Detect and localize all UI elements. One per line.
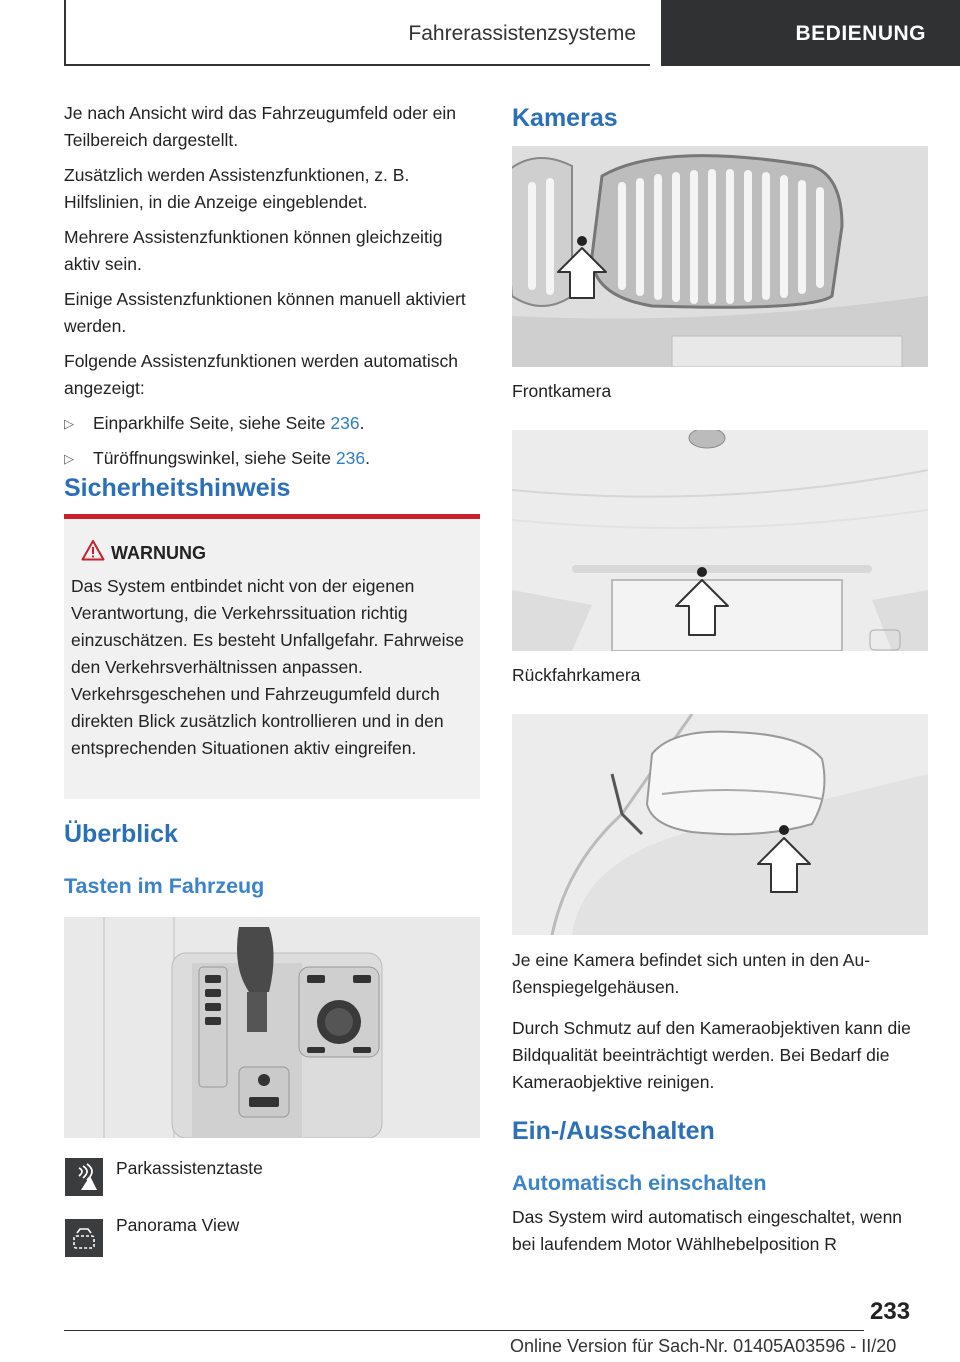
overview-heading: Überblick: [64, 820, 178, 848]
list-item: [64, 445, 480, 472]
rear-camera-image: [512, 430, 928, 651]
warning-label: WARNUNG: [111, 543, 206, 563]
list-item: [64, 410, 480, 437]
front-camera-caption: Frontkamera: [512, 381, 612, 401]
footer-rule: [64, 1330, 864, 1331]
auto-on-text: Das System wird automatisch eingeschaltet, wenn bei laufendem Motor Wählhebelposition R: [512, 1207, 903, 1254]
mirror-text: [512, 947, 928, 1104]
triangle-bullet-icon: ▷: [64, 451, 74, 466]
warning-triangle-icon: [81, 539, 105, 561]
park-assist-icon: [65, 1158, 103, 1196]
section-tab-label: BEDIENUNG: [795, 22, 926, 45]
paragraph: Einige Assistenzfunktionen können manuell aktiviert werden.: [64, 289, 466, 336]
warning-text: Das System entbindet nicht von der eigenen Verantwortung, die Verkehrssituation richtig einzuschätzen. Es besteht Unfallgefahr. Fahrweise den Verkehrsverhältnissen anpassen. Verkehrsgeschehen und Fahrzeugumfeld durch direkten Blick zusätzlich kontrollieren und in den entsprechenden Situationen aktiv eingreifen.: [71, 576, 464, 758]
bullet-list: [64, 410, 480, 472]
mirror-camera-image: [512, 714, 928, 935]
page-number: 233: [870, 1298, 911, 1325]
paragraph: Zusätzlich werden Assistenzfunktionen, z. B. Hilfslinien, in die Anzeige eingeblendet.: [64, 165, 410, 212]
chapter-title: Fahrerassistenzsysteme: [408, 22, 636, 45]
page-link[interactable]: 236: [330, 413, 360, 433]
paragraph: Durch Schmutz auf den Kameraobjektiven kann die Bildqualität beeinträchtigt werden. Bei Bedarf die Kameraobjektive reinigen.: [512, 1018, 911, 1092]
paragraph: Je nach Ansicht wird das Fahrzeugumfeld oder ein Teilbereich dargestellt.: [64, 103, 457, 150]
buttons-heading: Tasten im Fahrzeug: [64, 874, 265, 898]
rear-camera-caption: Rückfahrkamera: [512, 665, 641, 685]
on-off-heading: Ein-/Ausschalten: [512, 1117, 715, 1145]
paragraph: Mehrere Assistenzfunktionen können gleichzeitig aktiv sein.: [64, 227, 443, 274]
bullet-end: .: [365, 448, 370, 468]
safety-heading: Sicherheitshinweis: [64, 474, 291, 502]
footer-text: Online Version für Sach-Nr. 01405A03596 - II/20: [510, 1336, 897, 1356]
bullet-text: Einparkhilfe Seite, siehe Seite: [93, 413, 331, 433]
panorama-view-icon: [65, 1219, 103, 1257]
header-underline: [64, 64, 650, 66]
park-assist-label: Parkassistenztaste: [116, 1158, 263, 1178]
page-link[interactable]: 236: [335, 448, 366, 468]
section-tab: [661, 0, 960, 66]
auto-on-heading: Automatisch einschalten: [512, 1171, 767, 1195]
panorama-view-label: Panorama View: [116, 1215, 240, 1235]
paragraph: Je eine Kamera befindet sich unten in den Außenspiegelgehäusen.: [512, 950, 871, 997]
paragraph: Folgende Assistenzfunktionen werden automatisch angezeigt:: [64, 351, 458, 398]
header-left-rule: [64, 0, 66, 66]
cameras-heading: Kameras: [512, 104, 618, 132]
center-console-illustration: [64, 917, 480, 1138]
left-column: [64, 100, 480, 480]
bullet-end: .: [359, 413, 365, 433]
warning-box: [64, 514, 480, 799]
bullet-text: Türöffnungswinkel, siehe Seite: [93, 448, 336, 468]
front-camera-image: [512, 146, 928, 367]
triangle-bullet-icon: ▷: [64, 416, 74, 431]
center-console-image: [64, 917, 480, 1138]
